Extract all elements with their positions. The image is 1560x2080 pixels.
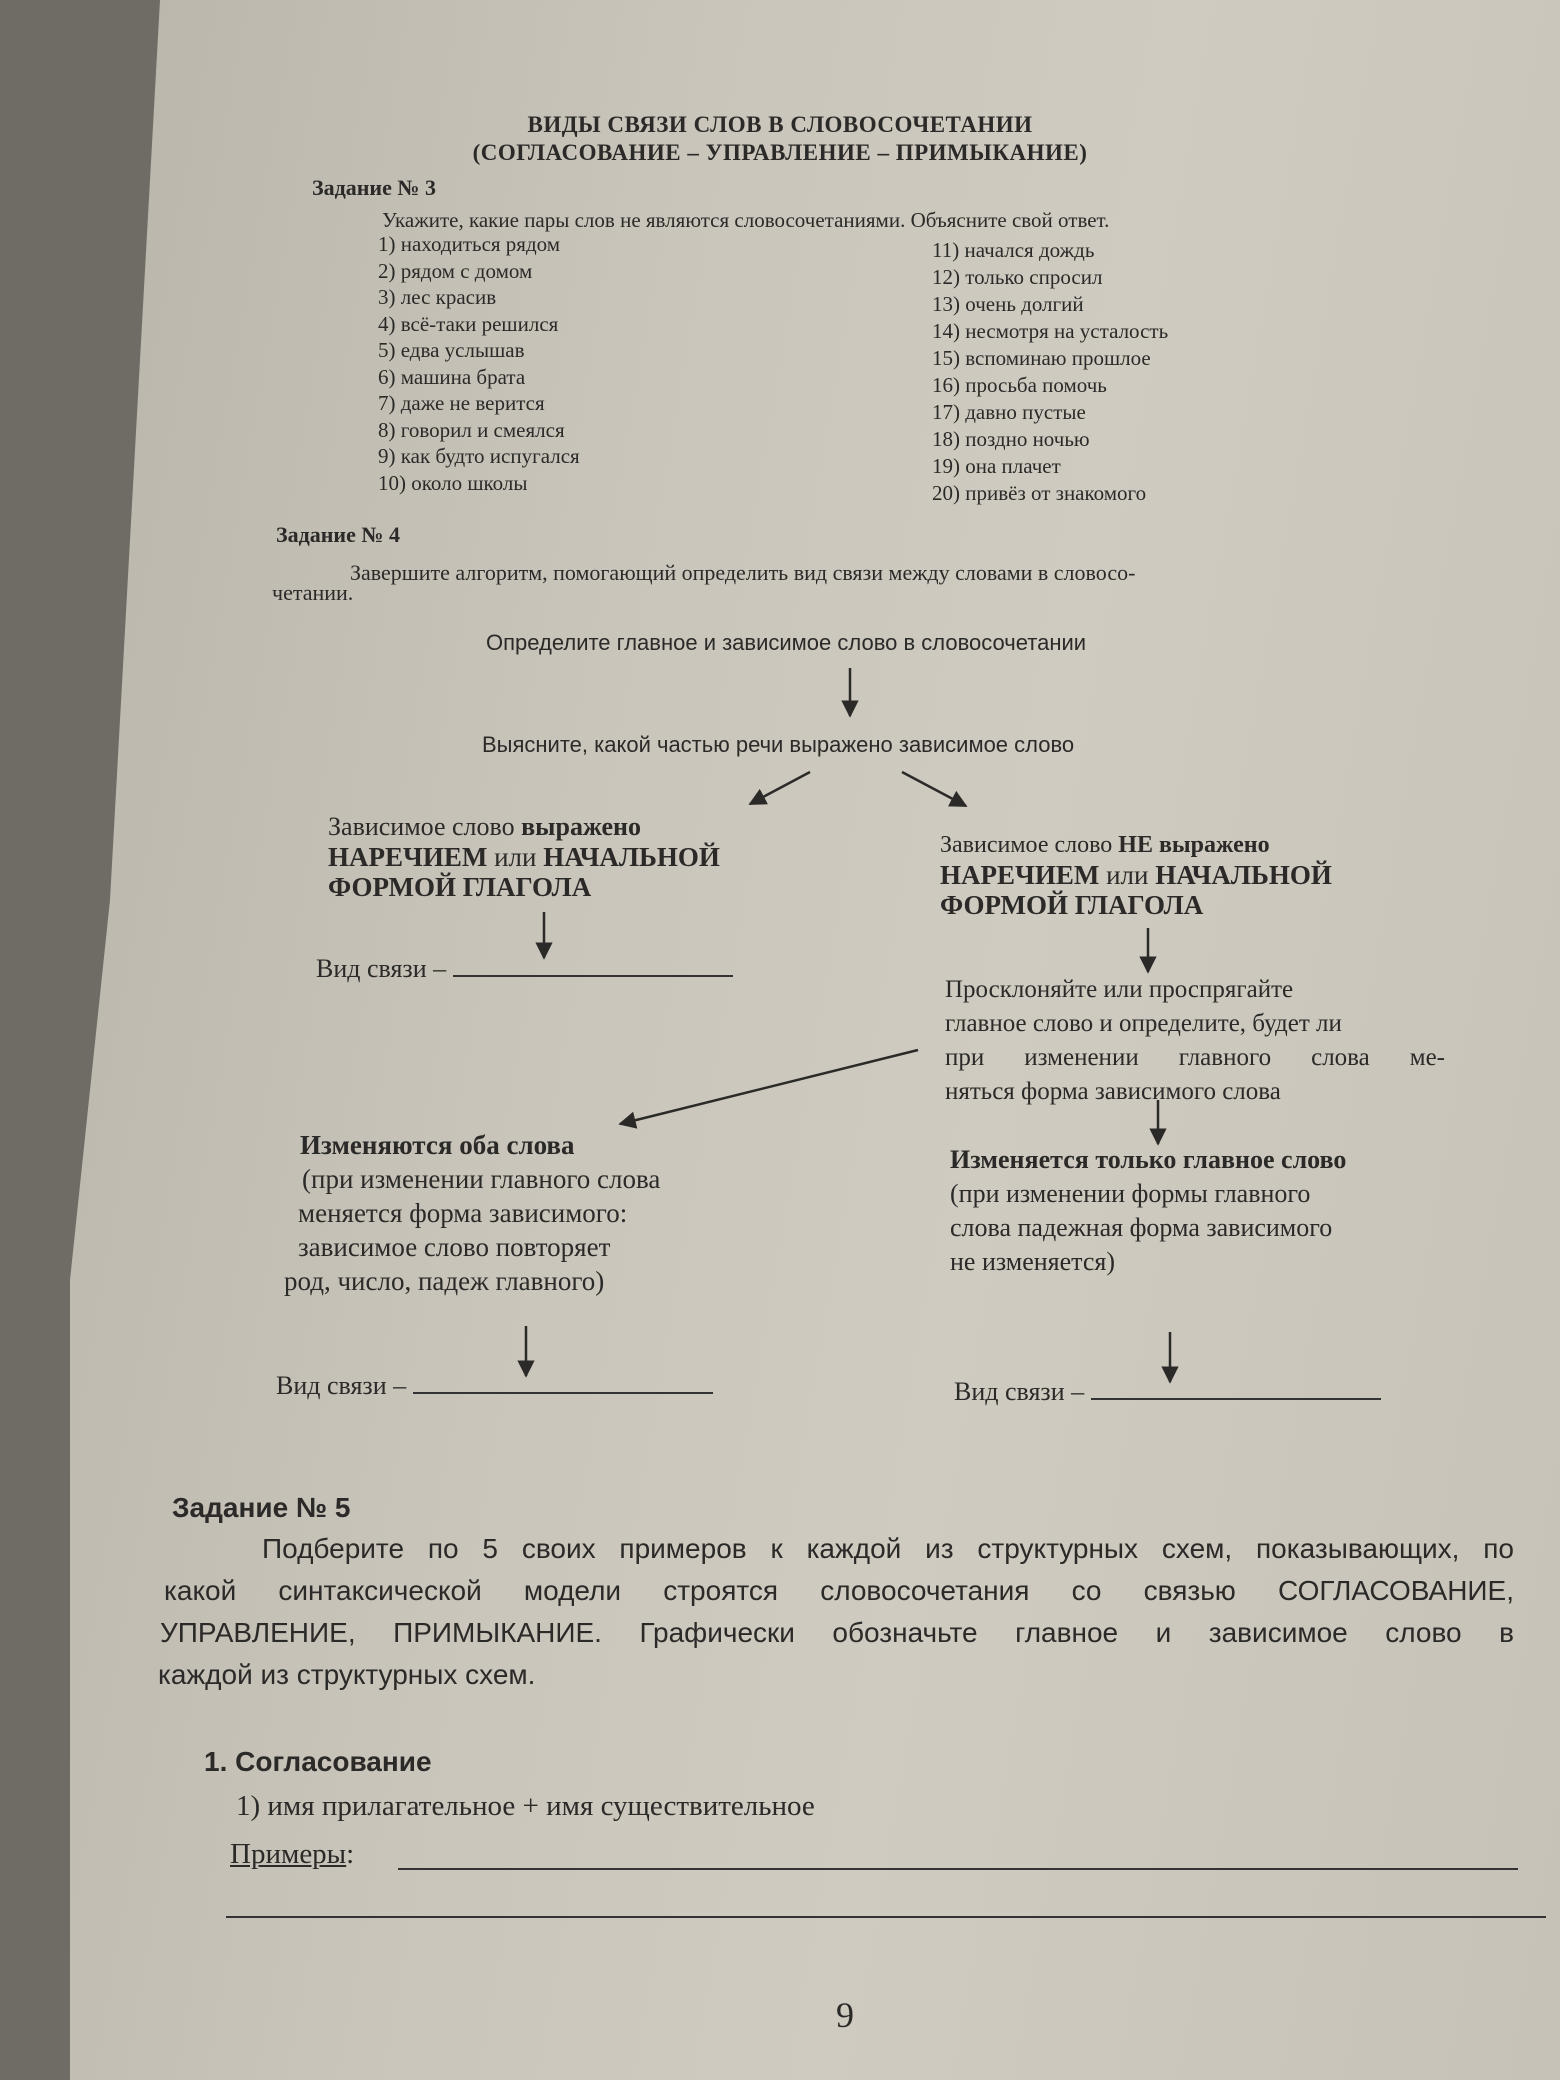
left-branch-verb-form: ФОРМОЙ ГЛАГОЛА bbox=[328, 872, 592, 902]
left-branch-initial: НАЧАЛЬНОЙ bbox=[543, 842, 720, 872]
task5-line: Подберите по 5 своих примеров к каждой из структурных схем, показывающих, по bbox=[262, 1533, 1514, 1564]
left-branch-or: или bbox=[487, 842, 544, 872]
page-title-line1: ВИДЫ СВЯЗИ СЛОВ В СЛОВОСОЧЕТАНИИ bbox=[527, 112, 1033, 137]
page-number: 9 bbox=[836, 1995, 854, 2035]
task5-line: каждой из структурных схем. bbox=[158, 1659, 536, 1690]
examples-label-wrap bbox=[230, 1838, 354, 1871]
task5-line: УПРАВЛЕНИЕ, ПРИМЫКАНИЕ. Графически обозначьте главное и зависимое слово в bbox=[160, 1617, 1514, 1648]
list-item: 13) очень долгий bbox=[932, 292, 1084, 316]
algo-step-identify: Определите главное и зависимое слово в словосочетании bbox=[486, 630, 1087, 655]
examples-answer-line-1[interactable] bbox=[398, 1868, 1518, 1870]
list-item: 10) около школы bbox=[378, 470, 528, 495]
list-item: 19) она плачет bbox=[932, 454, 1061, 478]
scheme-adj-noun: 1) имя прилагательное + имя существительное bbox=[236, 1790, 815, 1822]
algo-step-part-of-speech: Выясните, какой частью речи выражено зависимое слово bbox=[482, 732, 1075, 757]
task4-instruction-line1: Завершите алгоритм, помогающий определить вид связи между словами в словосо- bbox=[350, 560, 1136, 585]
right-branch-initial: НАЧАЛЬНОЙ bbox=[1155, 860, 1332, 890]
page-title-line2: (СОГЛАСОВАНИЕ – УПРАВЛЕНИЕ – ПРИМЫКАНИЕ) bbox=[472, 140, 1088, 165]
arrow-right-icon bbox=[902, 772, 966, 806]
main-only-line: не изменяется) bbox=[950, 1247, 1116, 1276]
right-branch-text: Зависимое слово bbox=[940, 832, 1119, 858]
task3-heading: Задание № 3 bbox=[312, 175, 436, 200]
list-item: 16) просьба помочь bbox=[932, 373, 1107, 397]
right-branch-adverb: НАРЕЧИЕМ bbox=[940, 860, 1100, 890]
list-item: 5) едва услышав bbox=[378, 338, 525, 362]
right-branch-verb-form: ФОРМОЙ ГЛАГОЛА bbox=[940, 890, 1204, 920]
both-change-line: зависимое слово повторяет bbox=[298, 1232, 611, 1262]
list-item: 14) несмотря на усталость bbox=[932, 319, 1169, 343]
main-only-heading: Изменяется только главное слово bbox=[950, 1145, 1347, 1174]
examples-answer-line-2[interactable] bbox=[226, 1916, 1546, 1918]
list-item: 11) начался дождь bbox=[932, 238, 1095, 262]
main-only-line: (при изменении формы главного bbox=[950, 1179, 1311, 1208]
inflect-line: при изменении главного слова ме- bbox=[945, 1044, 1445, 1071]
list-item: 6) машина брата bbox=[378, 364, 526, 389]
list-item: 8) говорил и смеялся bbox=[378, 417, 565, 442]
list-item: 2) рядом с домом bbox=[378, 258, 533, 283]
both-change-line: род, число, падеж главного) bbox=[284, 1266, 605, 1296]
main-only-line: слова падежная форма зависимого bbox=[950, 1213, 1333, 1242]
list-item: 7) даже не верится bbox=[378, 391, 545, 415]
list-item: 20) привёз от знакомого bbox=[932, 481, 1147, 505]
task5-heading: Задание № 5 bbox=[172, 1492, 351, 1523]
both-change-line: меняется форма зависимого: bbox=[298, 1198, 628, 1228]
left-branch-adverb: НАРЕЧИЕМ bbox=[328, 842, 488, 872]
arrow-left-icon bbox=[620, 1050, 918, 1124]
inflect-line: няться форма зависимого слова bbox=[945, 1078, 1281, 1105]
inflect-line: главное слово и определите, будет ли bbox=[945, 1010, 1342, 1037]
list-item: 1) находиться рядом bbox=[378, 232, 561, 256]
left-result-label: Вид связи – bbox=[316, 954, 447, 983]
both-change-result-label: Вид связи – bbox=[276, 1371, 407, 1400]
right-branch-or: или bbox=[1099, 860, 1156, 890]
list-item: 12) только спросил bbox=[932, 265, 1103, 289]
left-branch-text: Зависимое слово bbox=[328, 812, 522, 841]
section-agreement-title: 1. Согласование bbox=[204, 1746, 432, 1777]
task3-instruction: Укажите, какие пары слов не являются словосочетаниями. Объясните свой ответ. bbox=[382, 208, 1110, 232]
list-item: 17) давно пустые bbox=[932, 400, 1086, 424]
task5-line: какой синтаксической модели строятся словосочетания со связью СОГЛАСОВАНИЕ, bbox=[164, 1575, 1514, 1606]
inflect-line: Просклоняйте или проспрягайте bbox=[945, 976, 1294, 1003]
examples-colon: : bbox=[346, 1838, 355, 1870]
list-item: 4) всё-таки решился bbox=[378, 311, 559, 336]
both-change-line: (при изменении главного слова bbox=[302, 1164, 661, 1194]
list-item: 9) как будто испугался bbox=[378, 444, 580, 468]
list-item: 3) лес красив bbox=[378, 285, 497, 309]
task4-instruction-line2: четании. bbox=[272, 580, 354, 605]
right-branch-bold: НЕ выражено bbox=[1118, 832, 1270, 858]
left-branch-bold: выражено bbox=[521, 812, 641, 841]
list-item: 18) поздно ночью bbox=[932, 427, 1090, 451]
task4-heading: Задание № 4 bbox=[276, 522, 400, 547]
examples-label: Примеры bbox=[230, 1838, 347, 1870]
arrow-left-icon bbox=[750, 772, 810, 804]
both-change-heading: Изменяются оба слова bbox=[300, 1130, 575, 1160]
list-item: 15) вспоминаю прошлое bbox=[932, 346, 1151, 370]
main-only-result-label: Вид связи – bbox=[954, 1377, 1085, 1406]
task5-instruction bbox=[158, 1528, 1514, 1696]
